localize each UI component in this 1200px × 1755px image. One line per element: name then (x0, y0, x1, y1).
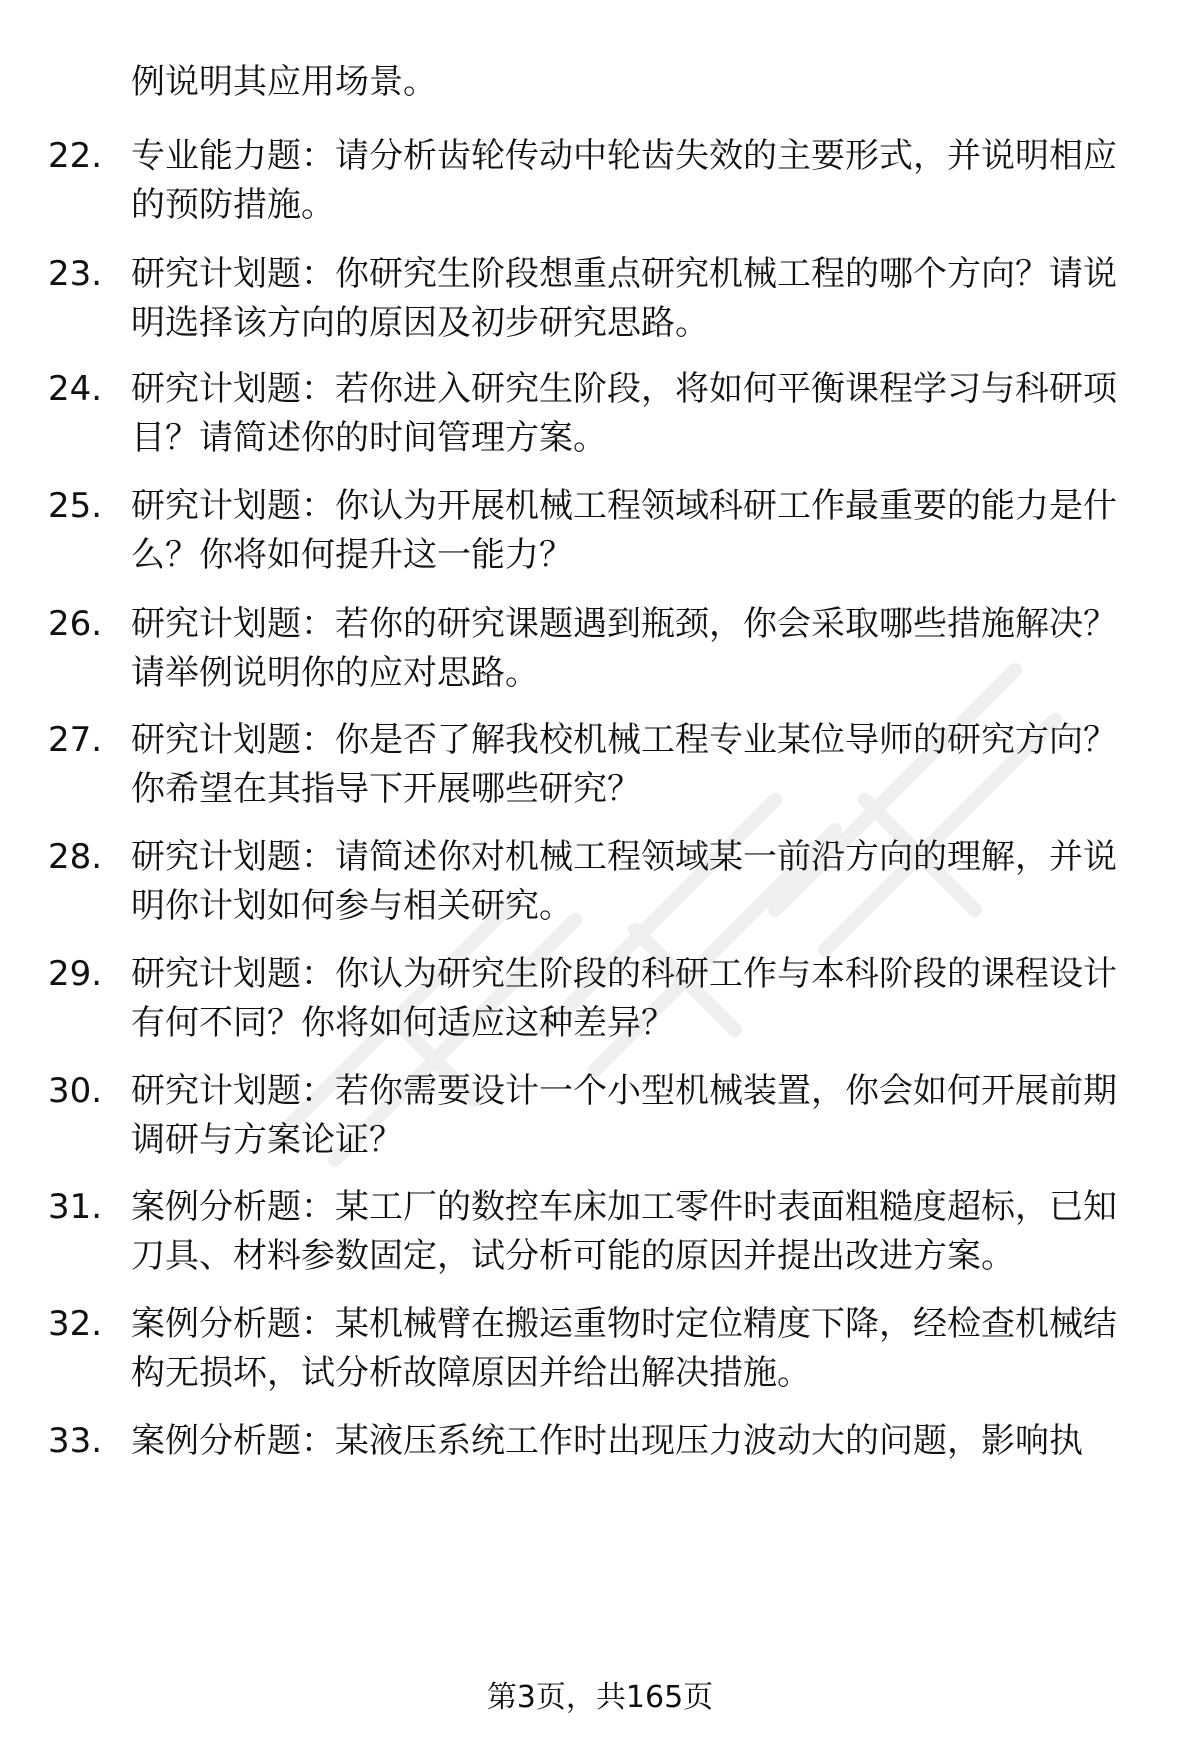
question-number: 32. (48, 1304, 103, 1344)
question-text: 研究计划题：请简述你对机械工程领域某一前沿方向的理解，并说明你计划如何参与相关研究。 (131, 837, 1117, 926)
question-number: 33. (48, 1421, 103, 1461)
question-text: 案例分析题：某液压系统工作时出现压力波动大的问题，影响执 (131, 1421, 1083, 1461)
question-number: 25. (48, 486, 103, 526)
question-number: 27. (48, 720, 103, 760)
question-text: 研究计划题：若你需要设计一个小型机械装置，你会如何开展前期调研与方案论证？ (131, 1071, 1117, 1160)
question-number: 29. (48, 954, 103, 994)
question-number: 24. (48, 369, 103, 409)
question-item (48, 950, 1140, 1048)
question-text: 研究计划题：你认为研究生阶段的科研工作与本科阶段的课程设计有何不同？你将如何适应这种差异？ (131, 954, 1117, 1043)
question-item (48, 132, 1140, 230)
question-text: 案例分析题：某机械臂在搬运重物时定位精度下降，经检查机械结构无损坏，试分析故障原因并给出解决措施。 (131, 1304, 1117, 1393)
question-text: 研究计划题：你认为开展机械工程领域科研工作最重要的能力是什么？你将如何提升这一能力？ (131, 486, 1117, 575)
question-item (48, 1300, 1140, 1398)
question-item (48, 1417, 1140, 1466)
question-number: 28. (48, 837, 103, 877)
question-text: 专业能力题：请分析齿轮传动中轮齿失效的主要形式，并说明相应的预防措施。 (131, 136, 1117, 225)
question-text: 案例分析题：某工厂的数控车床加工零件时表面粗糙度超标，已知刀具、材料参数固定，试分析可能的原因并提出改进方案。 (131, 1187, 1117, 1276)
question-text: 研究计划题：若你进入研究生阶段，将如何平衡课程学习与科研项目？请简述你的时间管理方案。 (131, 369, 1117, 458)
page-footer: 第3页，共165页 (486, 1680, 714, 1715)
question-item (48, 833, 1140, 931)
question-number: 31. (48, 1187, 103, 1227)
question-number: 30. (48, 1071, 103, 1111)
question-number: 23. (48, 254, 103, 294)
question-item (48, 482, 1140, 580)
question-item (48, 1067, 1140, 1165)
question-item (48, 365, 1140, 463)
question-text: 研究计划题：你是否了解我校机械工程专业某位导师的研究方向？你希望在其指导下开展哪些研究？ (131, 720, 1117, 809)
question-item (48, 600, 1140, 698)
question-text: 研究计划题：若你的研究课题遇到瓶颈，你会采取哪些措施解决？请举例说明你的应对思路。 (131, 604, 1117, 693)
question-item (48, 716, 1140, 814)
question-item (48, 1183, 1140, 1281)
continuation-text: 例说明其应用场景。 (131, 62, 437, 102)
question-number: 26. (48, 604, 103, 644)
question-text: 研究计划题：你研究生阶段想重点研究机械工程的哪个方向？请说明选择该方向的原因及初步研究思路。 (131, 254, 1117, 343)
question-item (48, 250, 1140, 348)
question-number: 22. (48, 136, 103, 176)
